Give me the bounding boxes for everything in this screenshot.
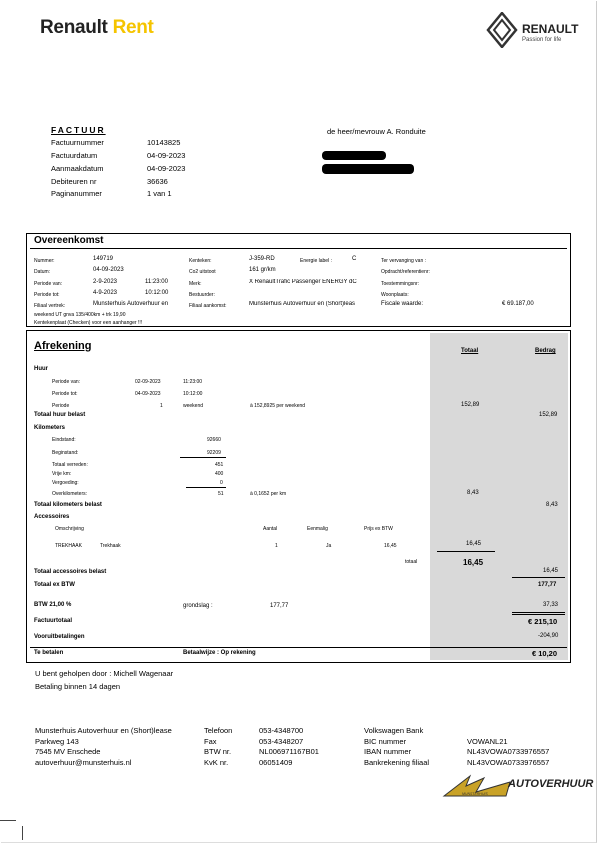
rent-total: 152,89 — [539, 412, 558, 418]
munsterhuis-logo — [440, 772, 592, 798]
helped-by: U bent geholpen door : Michell Wagenaar — [35, 669, 174, 678]
payment-terms: Betaling binnen 14 dagen — [35, 682, 121, 691]
crop-mark — [0, 820, 16, 821]
rent-from-date: 02-09-2023 — [135, 379, 161, 385]
company-phone: 053-4348700 — [259, 726, 304, 735]
period-from-date: 2-9-2023 — [93, 279, 118, 285]
label: Energie label : — [300, 258, 332, 264]
invoice-field-label: Aanmaakdatum — [51, 164, 104, 173]
section-label-accessoires: Accessoires — [34, 514, 70, 520]
invoice-field-label: Factuurnummer — [51, 138, 104, 147]
license-plate: J-359-RD — [249, 256, 275, 262]
amount-due: € 10,20 — [532, 649, 558, 658]
divider — [180, 457, 226, 458]
label: Toestemmingsnr: — [381, 281, 420, 287]
fiscal-value: € 69.187,00 — [502, 301, 534, 307]
label: Kenteken: — [189, 258, 212, 264]
autoverhuur-wordmark: AUTOVERHUUR — [508, 778, 594, 790]
column-header: Omschrijving — [55, 526, 84, 532]
creation-date: 04-09-2023 — [147, 164, 186, 173]
column-header: Prijs ex BTW — [364, 526, 393, 532]
branch-account: NL43VOWA0733976557 — [467, 758, 550, 767]
label: totaal — [405, 559, 418, 565]
bank-name: Volkswagen Bank — [364, 726, 424, 735]
company-kvk-number: 06051409 — [259, 758, 293, 767]
agreement-title: Overeenkomst — [34, 235, 104, 246]
company-name: Munsterhuis Autoverhuur en (Short)lease — [35, 726, 172, 735]
energy-label: C — [352, 256, 357, 262]
label: Beginstand: — [52, 450, 79, 456]
label: Woonplaats: — [381, 292, 409, 298]
km-total-label: Totaal kilometers belast — [34, 502, 102, 508]
section-label-kilometers: Kilometers — [34, 425, 66, 431]
accessory-total: 16,45 — [466, 541, 482, 547]
divider — [186, 487, 226, 488]
accessory-code: TREKHAAK — [55, 543, 82, 549]
bic-number: VOWANL21 — [467, 737, 508, 746]
label: Ter vervanging van : — [381, 258, 427, 264]
accessory-quantity: 1 — [275, 543, 278, 549]
excess-km: 51 — [218, 491, 224, 497]
section-label-huur: Huur — [34, 366, 48, 372]
label: Filiaal vertrek: — [34, 303, 66, 309]
period-rate: à 152,8925 per weekend — [250, 403, 306, 409]
accessory-once: Ja — [326, 543, 332, 549]
excess-km-rate: à 0,1652 per km — [250, 491, 287, 497]
redaction-bar — [322, 151, 386, 160]
departure-branch: Munsterhuis Autoverhuur en — [93, 301, 169, 307]
label: Fiscale waarde: — [381, 301, 424, 307]
invoice-total: € 215,10 — [528, 617, 558, 626]
accessory-name: Trekhaak — [100, 543, 121, 549]
prepayments-label: Vooruitbetalingen — [34, 634, 85, 640]
free-km: 400 — [215, 471, 224, 477]
payment-method: Betaalwijze : Op rekening — [183, 650, 256, 656]
agreement-note: weekend UT gnva 135/400km + trk 19,90 — [34, 312, 126, 318]
label: Opdracht/referentienr: — [381, 269, 430, 275]
renault-diamond-icon — [486, 12, 518, 48]
column-header-bedrag: Bedrag — [535, 348, 556, 354]
column-header: Eenmalig — [307, 526, 328, 532]
rent-total-label: Totaal huur belast — [34, 412, 86, 418]
invoice-field-label: Paginanummer — [51, 189, 102, 198]
label: Telefoon — [204, 726, 233, 735]
company-street: Parkweg 143 — [35, 737, 79, 746]
label: Fax — [204, 737, 217, 746]
vat-amount: 37,33 — [543, 602, 559, 608]
crop-mark — [22, 826, 23, 840]
amount-due-label: Te betalen — [34, 650, 64, 656]
company-email[interactable]: autoverhuur@munsterhuis.nl — [35, 758, 132, 767]
debtor-number: 36636 — [147, 177, 168, 186]
company-fax: 053-4348207 — [259, 737, 304, 746]
totals-column-shading — [430, 333, 568, 660]
iban-number: NL43VOWA0733976557 — [467, 747, 550, 756]
agreement-note: Kentekenplaat (Checken) voor een aanhanger !!! — [34, 320, 143, 326]
invoice-title: FACTUUR — [51, 125, 106, 135]
period-to-time: 10:12:00 — [145, 290, 169, 296]
column-header: Aantal — [263, 526, 278, 532]
label: Periode van: — [52, 379, 81, 385]
agreement-date: 04-09-2023 — [93, 267, 124, 273]
label: Filiaal aankomst: — [189, 303, 227, 309]
label: Vergoeding: — [52, 480, 79, 486]
invoice-date: 04-09-2023 — [147, 151, 186, 160]
renault-wordmark: RENAULT — [522, 22, 579, 36]
label: Periode tot: — [34, 292, 60, 298]
page-number: 1 van 1 — [147, 189, 172, 198]
period-from-time: 11:23:00 — [145, 279, 168, 285]
period-total: 152,89 — [461, 402, 480, 408]
odometer-end: 92660 — [207, 437, 221, 443]
label: Totaal verreden: — [52, 462, 88, 468]
settlement-title: Afrekening — [34, 340, 92, 352]
accessories-subtotal: 16,45 — [463, 558, 484, 567]
label: Periode — [52, 403, 70, 409]
divider — [30, 248, 567, 249]
period-to-date: 4-9-2023 — [93, 290, 118, 296]
label: Merk: — [189, 281, 202, 287]
company-vat-number: NL006971167B01 — [259, 747, 319, 756]
odometer-start: 92209 — [207, 450, 221, 456]
total-ex-vat-label: Totaal ex BTW — [34, 582, 75, 588]
column-header-totaal: Totaal — [461, 348, 479, 354]
label: KvK nr. — [204, 758, 229, 767]
rent-to-date: 04-09-2023 — [135, 391, 161, 397]
accessory-price: 16,45 — [384, 543, 397, 549]
prepayments: -204,90 — [538, 633, 559, 639]
rent-to-time: 10:12:00 — [183, 391, 203, 397]
label: Periode van: — [34, 281, 63, 287]
label: grondslag : — [183, 603, 213, 609]
recipient-name: de heer/mevrouw A. Ronduite — [327, 127, 426, 136]
munsterhuis-wordmark: MUNSTERHUIS — [462, 792, 488, 796]
label: BIC nummer — [364, 737, 407, 746]
label: Bestuurder: — [189, 292, 215, 298]
invoice-number: 10143825 — [147, 138, 181, 147]
arrival-branch: Munsterhuis Autoverhuur en (Short)leas — [249, 301, 356, 307]
company-city: 7545 MV Enschede — [35, 747, 101, 756]
label: IBAN nummer — [364, 747, 412, 756]
redaction-bar — [322, 164, 414, 174]
km-total: 8,43 — [546, 502, 558, 508]
km-driven: 451 — [215, 462, 224, 468]
label: Datum: — [34, 269, 51, 275]
excess-km-total: 8,43 — [467, 490, 479, 496]
accessories-total: 16,45 — [543, 568, 559, 574]
label: Vrije km: — [52, 471, 72, 477]
accessories-total-label: Totaal accessoires belast — [34, 569, 107, 575]
period-count: 1 — [160, 403, 163, 409]
agreement-number: 149719 — [93, 256, 114, 262]
period-unit: weekend — [183, 403, 204, 409]
invoice-field-label: Factuurdatum — [51, 151, 98, 160]
divider — [512, 614, 565, 615]
label: Bankrekening filiaal — [364, 758, 430, 767]
label: BTW nr. — [204, 747, 232, 756]
co2-emission: 161 gr/km — [249, 267, 276, 273]
vehicle-model: X RenaultTrafic Passenger ENERGY dC — [249, 279, 357, 285]
invoice-total-label: Factuurtotaal — [34, 618, 73, 624]
renault-rent-logo: Renault Rent — [40, 17, 154, 38]
label: Eindstand: — [52, 437, 76, 443]
rent-from-time: 11:23:00 — [183, 379, 203, 385]
label: Co2 uitstoot — [189, 269, 216, 275]
total-ex-vat: 177,77 — [538, 582, 557, 588]
renault-tagline: Passion for life — [522, 37, 562, 43]
divider — [512, 577, 565, 578]
label: Overkilometers: — [52, 491, 88, 497]
vat-label: BTW 21,00 % — [34, 602, 72, 608]
divider — [512, 612, 565, 613]
vat-base: 177,77 — [270, 603, 289, 609]
label: Periode tot: — [52, 391, 78, 397]
label: Nummer: — [34, 258, 55, 264]
invoice-field-label: Debiteuren nr — [51, 177, 97, 186]
divider — [437, 551, 495, 552]
compensation: 0 — [220, 480, 223, 486]
divider — [30, 647, 567, 648]
